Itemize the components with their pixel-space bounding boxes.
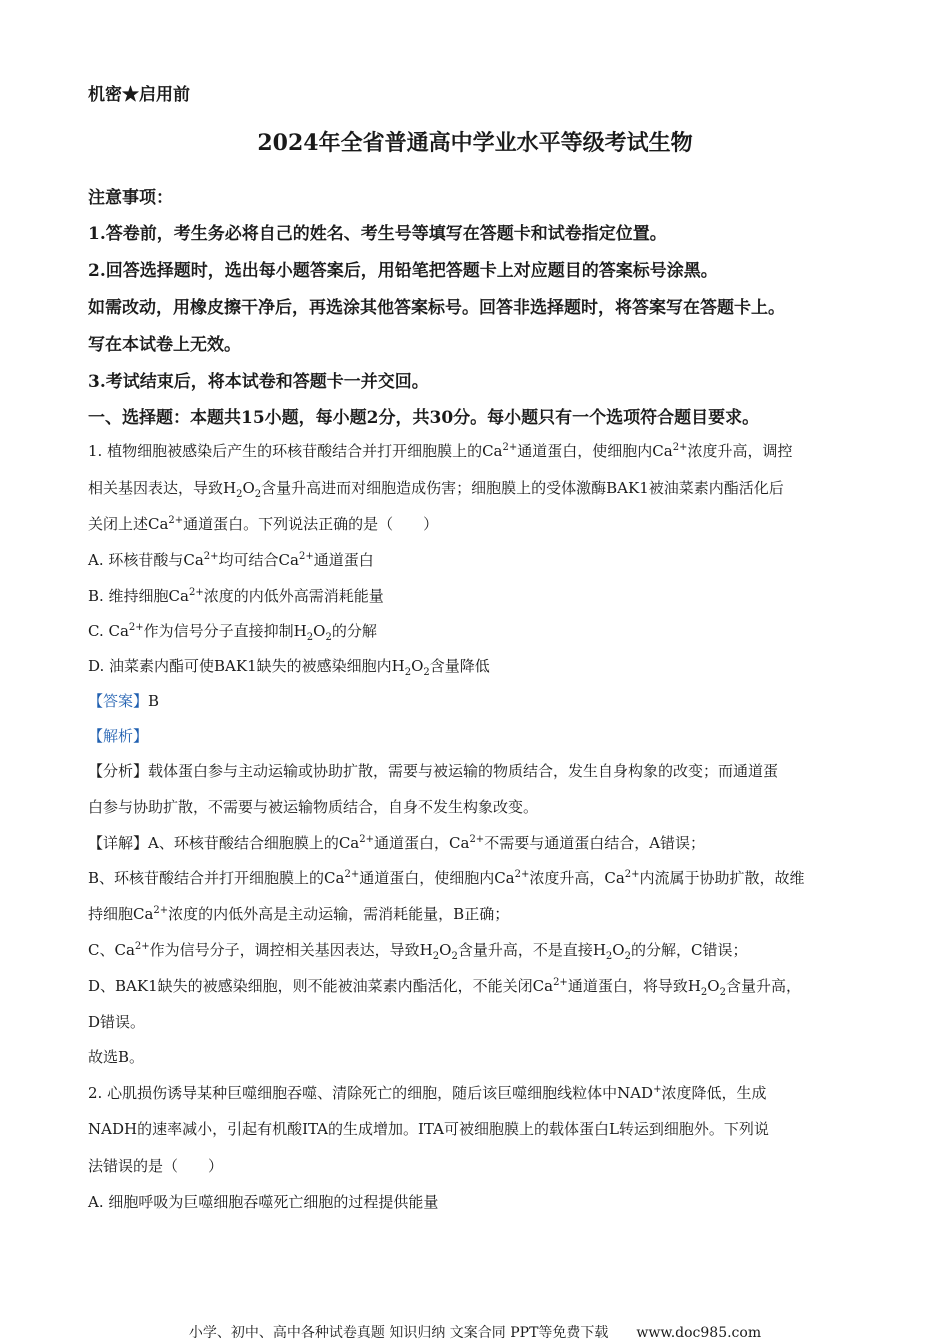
superscript: 2+: [134, 941, 150, 952]
text-run: 通道蛋白，使细胞内Ca: [517, 442, 673, 460]
q1-fenxi-line: [88, 760, 778, 781]
text-run: 含量升高进而对细胞造成伤害；细胞膜上的受体激酶BAK1被油菜素内酯活化后: [261, 479, 784, 497]
text-run: 通道蛋白，Ca: [374, 834, 470, 852]
q1-option-c: [88, 620, 377, 643]
text-run: 白参与协助扩散，不需要与被运输物质结合，自身不发生构象改变。: [88, 798, 539, 816]
superscript: 2+: [128, 622, 144, 633]
text-run: 浓度的内低外高是主动运输，需消耗能量，B正确；: [168, 905, 510, 923]
text-run: 通道蛋白，使细胞内Ca: [359, 869, 515, 887]
text-run: B、环核苷酸结合并打开细胞膜上的Ca: [88, 869, 345, 887]
q2-stem-line: [88, 1118, 769, 1139]
notice-heading: 注意事项：: [88, 188, 173, 208]
text-run: 含量升高，不是直接H: [457, 941, 606, 959]
q1-option-a: [88, 549, 374, 570]
superscript: 2+: [359, 834, 375, 845]
text-run: 2. 心肌损伤诱导某种巨噬细胞吞噬、清除死亡的细胞，随后该巨噬细胞线粒体中NAD: [88, 1084, 654, 1102]
answer-label: 【答案】: [88, 692, 149, 710]
text-run: A. 细胞呼吸为巨噬细胞吞噬死亡细胞的过程提供能量: [88, 1193, 439, 1211]
text-run: 1. 植物细胞被感染后产生的环核苷酸结合并打开细胞膜上的Ca: [88, 442, 503, 460]
subscript: 2: [254, 489, 262, 500]
text-run: B. 维持细胞Ca: [88, 587, 189, 605]
subscript: 2: [306, 632, 314, 643]
superscript: 2+: [344, 869, 360, 880]
q1-answer: [88, 690, 159, 711]
q2-stem-line: [88, 1155, 223, 1176]
q1-fenxi-line: [88, 796, 538, 817]
text-run: 不需要与通道蛋白结合，A错误；: [484, 834, 706, 852]
subscript: 2: [719, 987, 726, 998]
text-run: 的分解，C错误；: [630, 941, 748, 959]
text-run: 内流属于协助扩散，故维: [639, 869, 805, 887]
superscript: 2+: [188, 587, 204, 598]
footer-text: 小学、初中、高中各种试卷真题 知识归纳 文案合同 PPT等免费下载 www.doc985.com: [188, 1325, 762, 1341]
text-run: 通道蛋白: [313, 551, 374, 569]
subscript: 2: [624, 951, 631, 962]
q1-stem-line: [88, 513, 438, 534]
text-run: 关闭上述Ca: [88, 515, 169, 533]
analysis-label: 【解析】: [88, 727, 149, 745]
text-run: 持细胞Ca: [88, 905, 154, 923]
q1-xiangjie-line: [88, 903, 509, 924]
answer-value: B: [148, 692, 160, 710]
notice-item: 写在本试卷上无效。: [88, 335, 241, 355]
superscript: 2+: [168, 515, 184, 526]
q1-xiangjie-line: [88, 1046, 144, 1067]
q1-stem-line: [88, 477, 784, 500]
subscript: 2: [404, 667, 412, 678]
superscript: 2+: [502, 442, 518, 453]
text-run: 浓度降低，生成: [661, 1084, 767, 1102]
superscript: 2+: [553, 977, 568, 988]
text-run: C、Ca: [88, 941, 135, 959]
q2-option-a: [88, 1191, 438, 1212]
superscript: 2+: [469, 834, 485, 845]
text-run: 浓度升高，调控: [687, 442, 793, 460]
text-run: 浓度的内低外高需消耗能量: [203, 587, 384, 605]
q1-stem-line: [88, 440, 792, 461]
text-run: 均可结合Ca: [218, 551, 299, 569]
text-run: O: [612, 941, 625, 959]
text-run: NADH的速率减小，引起有机酸ITA的生成增加。ITA可被细胞膜上的载体蛋白L转运到细胞外。下列说: [88, 1120, 769, 1138]
text-run: 通道蛋白，将导致H: [567, 977, 701, 995]
subscript: 2: [432, 951, 440, 962]
superscript: 2+: [153, 905, 169, 916]
text-run: O: [411, 657, 424, 675]
text-run: 含量升高，: [725, 977, 801, 995]
text-run: 作为信号分子，调控相关基因表达，导致H: [149, 941, 433, 959]
superscript: 2+: [624, 869, 640, 880]
text-run: 作为信号分子直接抑制H: [143, 622, 307, 640]
text-run: D. 油菜素内酯可使BAK1缺失的被感染细胞内H: [88, 657, 405, 675]
text-run: 含量降低: [429, 657, 490, 675]
subscript: 2: [700, 987, 708, 998]
superscript: 2+: [514, 869, 530, 880]
q1-option-d: [88, 655, 490, 678]
q1-xiangjie-line: [88, 975, 801, 998]
notice-item: 如需改动，用橡皮擦干净后，再选涂其他答案标号。回答非选择题时，将答案写在答题卡上。: [88, 298, 785, 318]
exam-title: 2024年全省普通高中学业水平等级考试生物: [257, 130, 693, 156]
text-run: O: [242, 479, 255, 497]
text-run: O: [439, 941, 452, 959]
text-run: C. Ca: [88, 622, 129, 640]
notice-item: 3.考试结束后，将本试卷和答题卡一并交回。: [88, 372, 429, 392]
section-heading: 一、选择题：本题共15小题，每小题2分，共30分。每小题只有一个选项符合题目要求。: [88, 408, 760, 428]
q1-xiangjie-line: [88, 1011, 145, 1032]
text-run: 通道蛋白。下列说法正确的是（ ）: [183, 515, 439, 533]
q2-stem-line: [88, 1082, 766, 1103]
text-run: 浓度升高，Ca: [529, 869, 625, 887]
subscript: 2: [605, 951, 613, 962]
text-run: D错误。: [88, 1013, 146, 1031]
subscript: 2: [451, 951, 458, 962]
subscript: 2: [236, 489, 243, 500]
superscript: +: [653, 1084, 662, 1095]
notice-item: 1.答卷前，考生务必将自己的姓名、考生号等填写在答题卡和试卷指定位置。: [88, 224, 667, 244]
q1-xiangjie-line: [88, 867, 805, 888]
text-run: 法错误的是（ ）: [88, 1157, 224, 1175]
q1-xiangjie-line: [88, 832, 705, 853]
notice-item: 2.回答选择题时，选出每小题答案后，用铅笔把答题卡上对应题目的答案标号涂黑。: [88, 261, 718, 281]
superscript: 2+: [203, 551, 219, 562]
subscript: 2: [325, 632, 332, 643]
text-run: 的分解: [331, 622, 377, 640]
subscript: 2: [423, 667, 430, 678]
q1-option-b: [88, 585, 384, 606]
text-run: O: [313, 622, 326, 640]
text-run: 【分析】载体蛋白参与主动运输或协助扩散，需要与被运输的物质结合，发生自身构象的改变；而通道蛋: [88, 762, 779, 780]
confidential-label: 机密★启用前: [88, 85, 190, 105]
superscript: 2+: [672, 442, 688, 453]
text-run: 相关基因表达，导致H: [88, 479, 237, 497]
text-run: A. 环核苷酸与Ca: [88, 551, 204, 569]
text-run: 故选B。: [88, 1048, 145, 1066]
superscript: 2+: [298, 551, 314, 562]
text-run: O: [707, 977, 720, 995]
text-run: D、BAK1缺失的被感染细胞，则不能被油菜素内酯活化，不能关闭Ca: [88, 977, 554, 995]
q1-xiangjie-line: [88, 939, 747, 962]
text-run: 【详解】A、环核苷酸结合细胞膜上的Ca: [88, 834, 360, 852]
